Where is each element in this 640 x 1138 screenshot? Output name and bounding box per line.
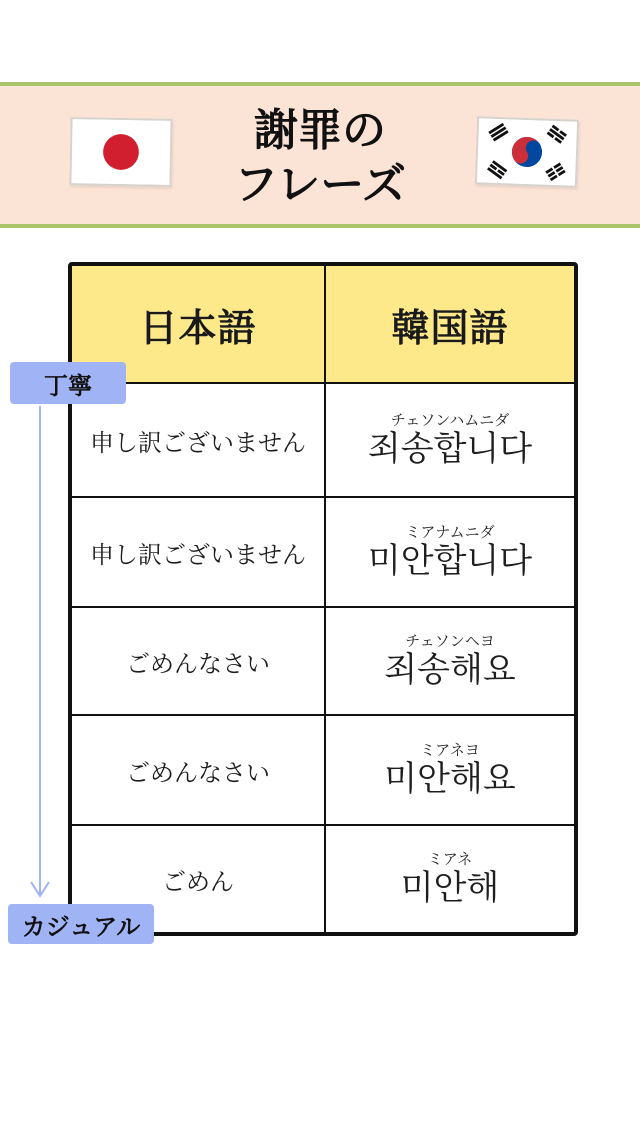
header-japanese: 日本語 [139,305,257,350]
title-line-1: 謝罪の [254,105,386,156]
japanese-phrase: ごめんなさい [126,649,270,678]
down-arrow-icon [30,406,50,900]
japanese-phrase: 申し訳ございません [90,540,306,569]
katakana-reading: ミアナムニダ [405,523,495,541]
japanese-cell [72,608,324,714]
table-header-row [72,266,574,384]
table-row [72,608,574,716]
korean-cell [326,826,574,932]
katakana-reading: ミアネヨ [420,741,480,759]
japanese-phrase: ごめんなさい [126,758,270,787]
katakana-reading: チェソンヘヨ [405,632,495,650]
korean-cell [326,384,574,496]
japanese-cell [72,498,324,606]
table-row [72,384,574,498]
phrase-table [68,262,578,936]
japan-flag-graphic [71,119,170,185]
korean-phrase: 죄송합니다 [367,429,533,469]
japanese-cell [72,716,324,824]
katakana-reading: ミアネ [427,850,473,868]
korean-phrase: 미안해 [400,868,500,908]
table-row [72,498,574,608]
korean-phrase: 미안합니다 [367,541,533,581]
header-korean: 韓国語 [391,305,509,350]
korean-cell [326,716,574,824]
column-divider [324,266,326,932]
japanese-phrase: ごめん [162,867,234,896]
japanese-phrase: 申し訳ございません [90,428,306,457]
title-line-2: フレーズ [233,159,407,210]
south-korea-flag-icon [475,116,579,188]
polite-label: 丁寧 [10,362,126,404]
korean-phrase: 죄송해요 [384,650,516,690]
japan-flag-icon [69,117,172,187]
table-row [72,716,574,826]
korean-phrase: 미안해요 [384,759,516,799]
south-korea-flag-graphic [477,118,577,185]
header-cell-korean [326,266,574,382]
katakana-reading: チェソンハムニダ [390,411,510,429]
korean-cell [326,608,574,714]
casual-label: カジュアル [8,904,154,944]
korean-cell [326,498,574,606]
